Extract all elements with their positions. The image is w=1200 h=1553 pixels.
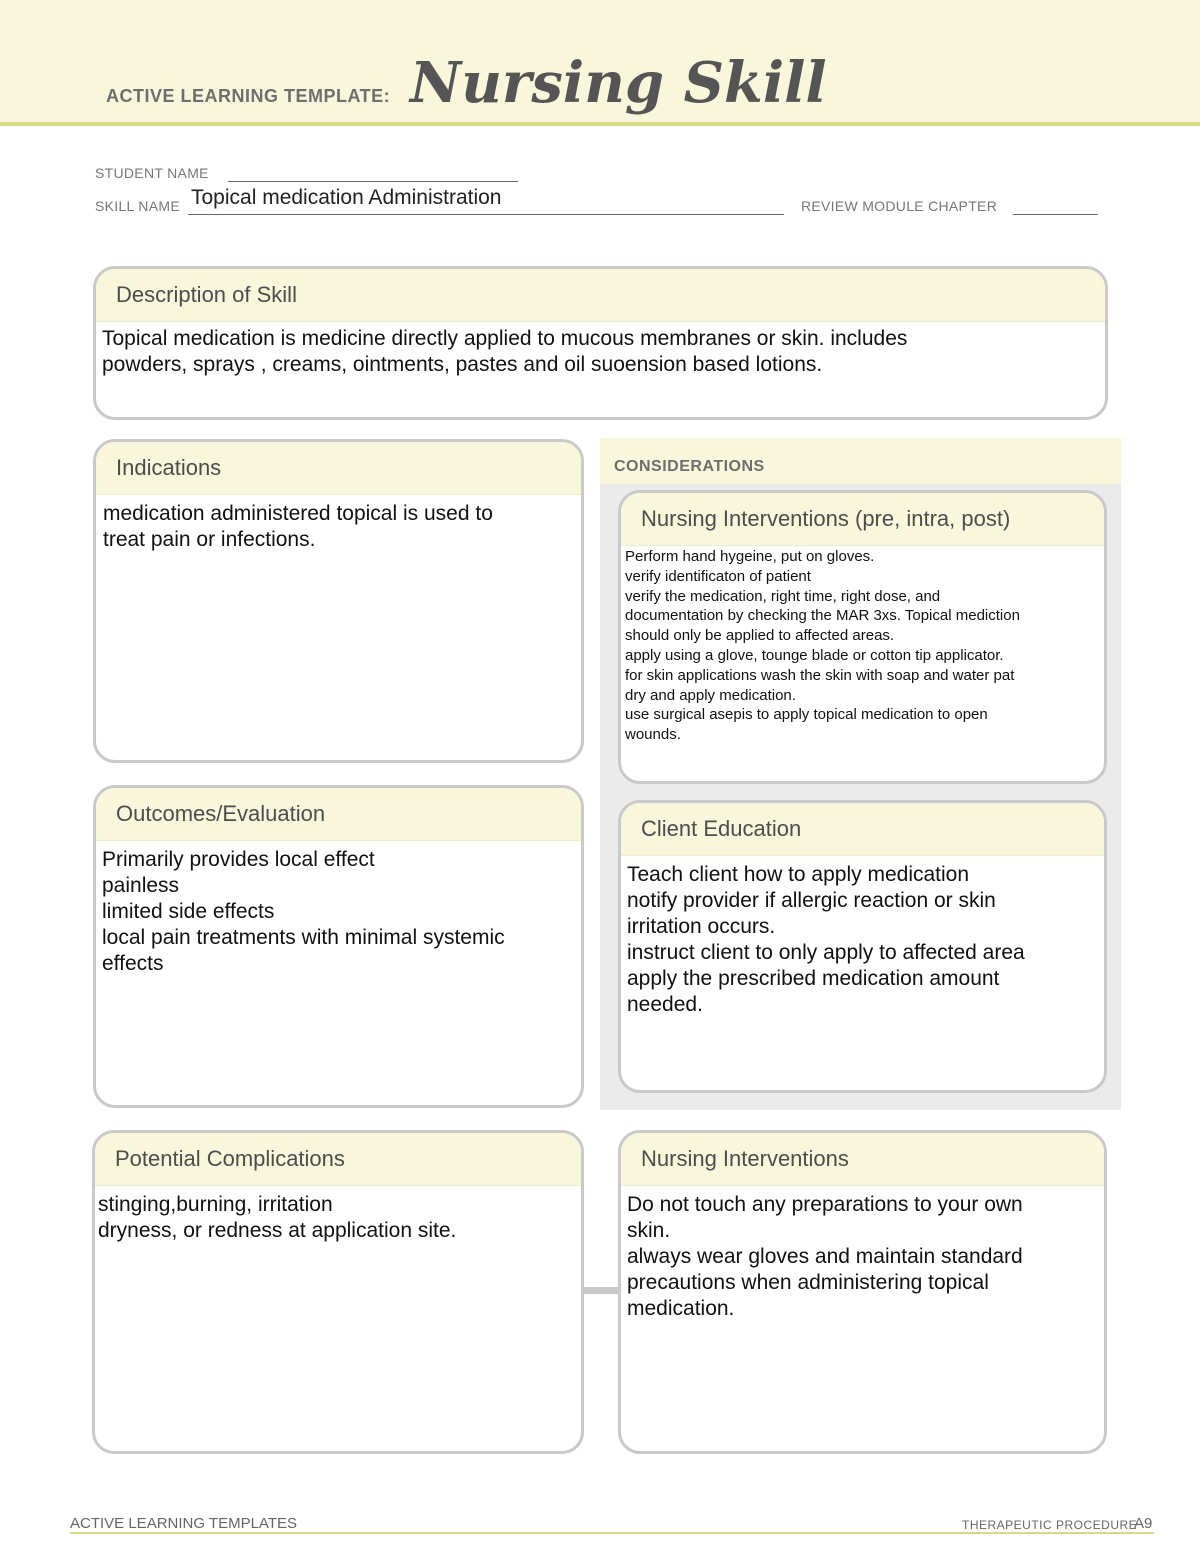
nursing-interventions-pre-text[interactable]: Perform hand hygeine, put on gloves. verify identificaton of patient verify the medication, right time, right dose, and documentation by checking the MAR 3xs. Topical mediction should only be applied to affected areas. apply using a glove, tounge blade or cotton tip applicator. for skin applications wash the skin with soap and water pat dry and apply medication. use surgical asepis to apply topical medication to open wounds. <box>625 548 1020 744</box>
skill-name-field <box>188 214 784 215</box>
description-section <box>93 266 1108 420</box>
page-title: Nursing Skill <box>410 50 827 116</box>
outcomes-heading: Outcomes/Evaluation <box>96 788 581 841</box>
client-education-heading: Client Education <box>621 803 1104 856</box>
indications-heading: Indications <box>96 442 581 495</box>
page-number: A9 <box>1134 1515 1153 1532</box>
description-text[interactable]: Topical medication is medicine directly applied to mucous membranes or skin. includes powders, sprays , creams, ointments, pastes and oil suoension based lotions. <box>102 327 908 376</box>
template-label: ACTIVE LEARNING TEMPLATE: <box>106 86 391 106</box>
nursing-interventions-pre-section <box>618 490 1107 784</box>
indications-section <box>93 439 584 763</box>
nursing-interventions-heading: Nursing Interventions <box>621 1133 1104 1186</box>
nursing-interventions-text[interactable]: Do not touch any preparations to your own skin. always wear gloves and maintain standard precautions when administering topical medication. <box>627 1193 1023 1320</box>
description-heading: Description of Skill <box>96 269 1105 322</box>
considerations-label: CONSIDERATIONS <box>614 458 765 475</box>
nursing-interventions-section <box>618 1130 1107 1454</box>
client-education-section <box>618 800 1107 1093</box>
nursing-interventions-pre-heading: Nursing Interventions (pre, intra, post) <box>621 493 1104 546</box>
complications-section <box>92 1130 584 1454</box>
footer-right: THERAPEUTIC PROCEDURE <box>962 1518 1138 1532</box>
complications-heading: Potential Complications <box>95 1133 581 1186</box>
complications-text[interactable]: stinging,burning, irritation dryness, or redness at application site. <box>98 1193 457 1242</box>
outcomes-text[interactable]: Primarily provides local effect painless limited side effects local pain treatments with minimal systemic effects <box>102 848 505 975</box>
review-module-field[interactable] <box>1013 214 1098 215</box>
skill-name-label: SKILL NAME <box>95 198 180 214</box>
student-name-field[interactable] <box>228 181 518 182</box>
client-education-text[interactable]: Teach client how to apply medication notify provider if allergic reaction or skin irritation occurs. instruct client to only apply to affected area apply the prescribed medication amount needed. <box>627 863 1025 1016</box>
skill-name-value[interactable]: Topical medication Administration <box>191 186 502 209</box>
review-module-label: REVIEW MODULE CHAPTER <box>801 198 998 214</box>
section-connector <box>582 1287 620 1294</box>
footer-divider <box>70 1532 1154 1534</box>
outcomes-section <box>93 785 584 1108</box>
footer-left: ACTIVE LEARNING TEMPLATES <box>70 1515 297 1532</box>
student-name-label: STUDENT NAME <box>95 165 209 181</box>
indications-text[interactable]: medication administered topical is used to treat pain or infections. <box>103 502 493 551</box>
header-divider <box>0 122 1200 126</box>
